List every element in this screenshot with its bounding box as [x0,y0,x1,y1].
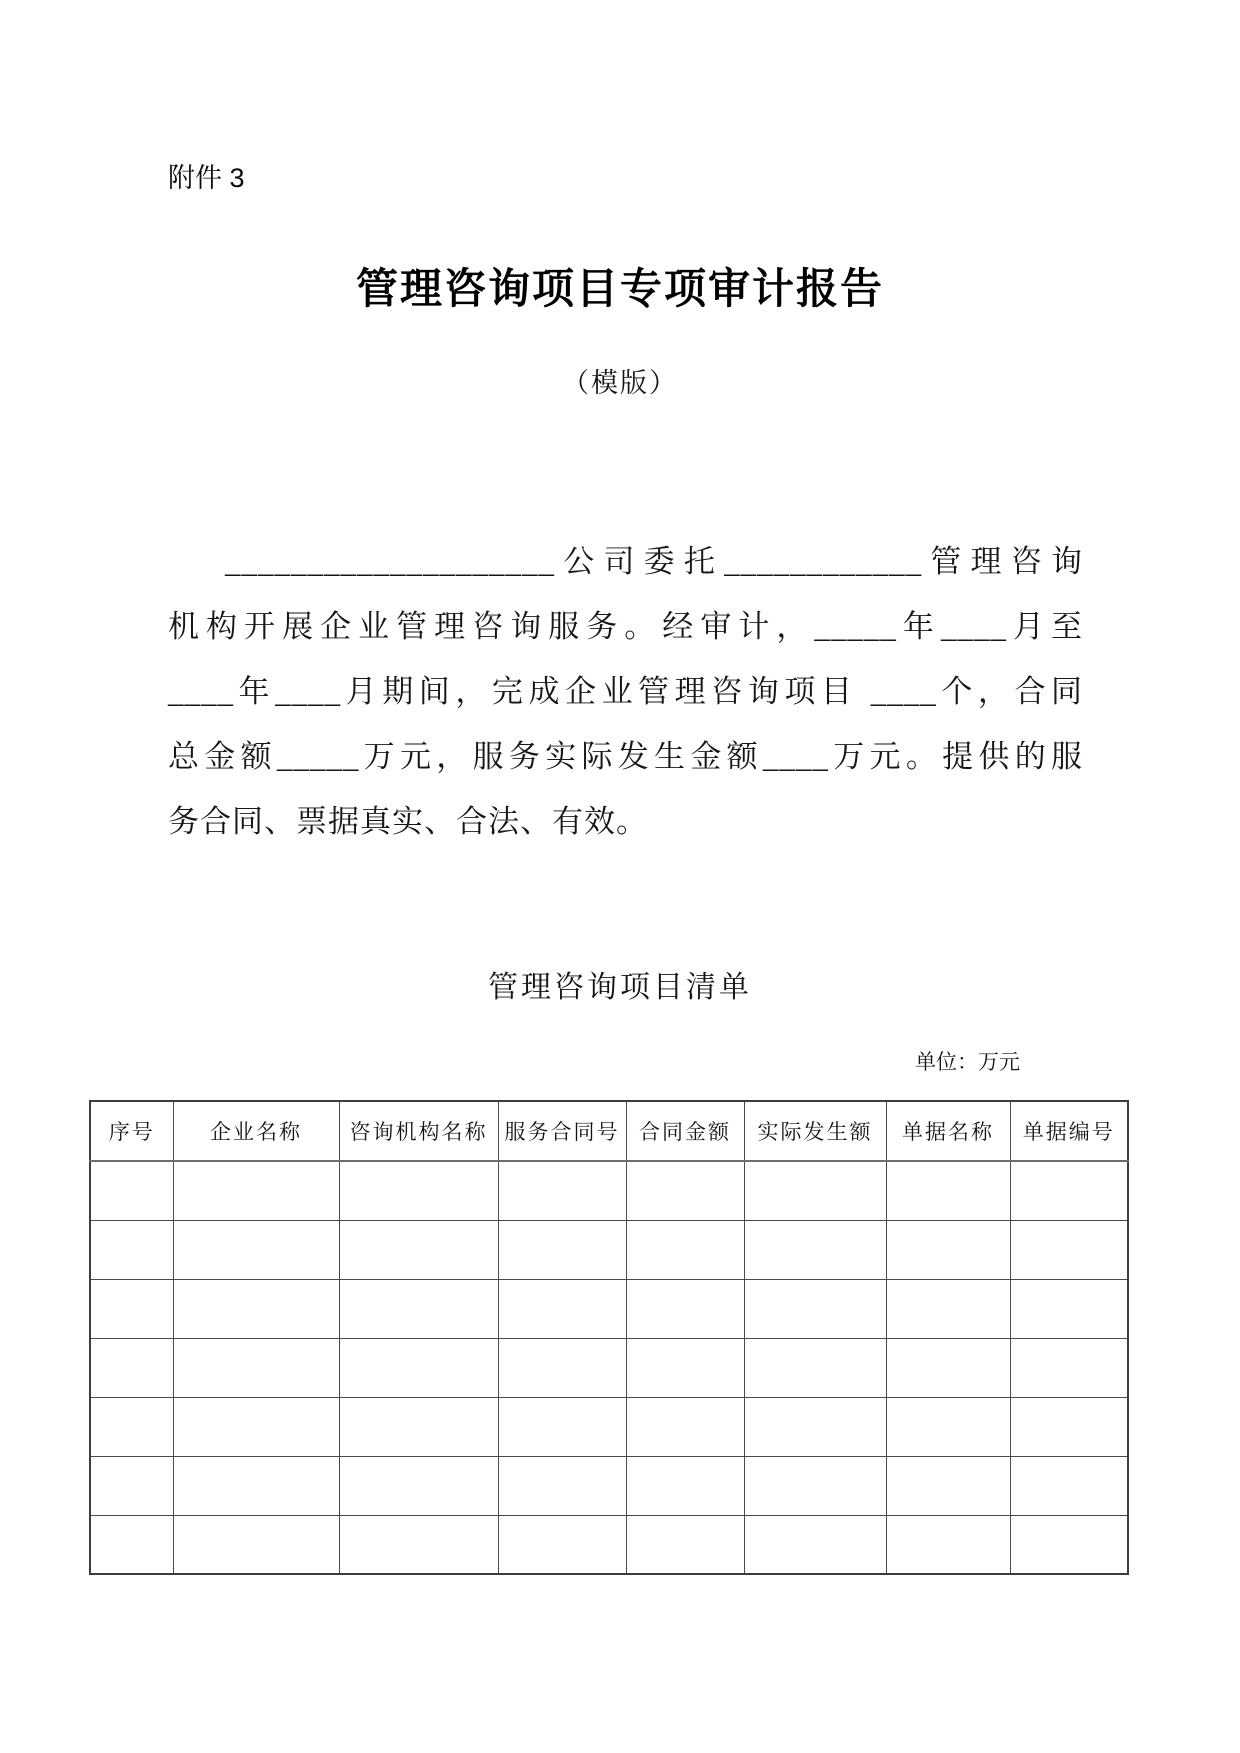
empty-cell [886,1279,1010,1338]
empty-cell [498,1515,626,1574]
empty-cell [1010,1338,1128,1397]
empty-cell [626,1397,744,1456]
column-header-index: 序号 [90,1101,173,1161]
attachment-label: 附件 3 [168,163,245,193]
empty-cell [90,1338,173,1397]
empty-cell [498,1338,626,1397]
empty-cell [498,1456,626,1515]
template-subtitle: （模版） [562,368,678,399]
empty-cell [626,1338,744,1397]
empty-cell [498,1279,626,1338]
column-header-document-name: 单据名称 [886,1101,1010,1161]
table-body [90,1161,1128,1574]
empty-cell [339,1161,498,1220]
empty-cell [626,1161,744,1220]
table-row [90,1397,1128,1456]
column-header-company-name: 企业名称 [173,1101,339,1161]
empty-cell [886,1456,1010,1515]
empty-cell [173,1161,339,1220]
table-row [90,1338,1128,1397]
empty-cell [90,1279,173,1338]
document-title: 管理咨询项目专项审计报告 [355,265,884,312]
empty-cell [173,1338,339,1397]
empty-cell [626,1456,744,1515]
empty-cell [626,1515,744,1574]
empty-cell [1010,1515,1128,1574]
empty-cell [339,1220,498,1279]
empty-cell [1010,1279,1128,1338]
empty-cell [498,1220,626,1279]
project-list-table [89,1100,1129,1575]
paragraph-line-1: ____________________公司委托____________管理咨询 [225,544,1083,580]
table-header-row [90,1101,1128,1161]
empty-cell [339,1515,498,1574]
empty-cell [744,1456,886,1515]
project-list-title: 管理咨询项目清单 [488,971,752,1005]
empty-cell [339,1456,498,1515]
empty-cell [90,1220,173,1279]
empty-cell [1010,1161,1128,1220]
empty-cell [1010,1456,1128,1515]
empty-cell [498,1161,626,1220]
empty-cell [886,1161,1010,1220]
table-row [90,1161,1128,1220]
empty-cell [173,1515,339,1574]
empty-cell [886,1220,1010,1279]
empty-cell [498,1397,626,1456]
empty-cell [744,1279,886,1338]
empty-cell [886,1338,1010,1397]
empty-cell [339,1397,498,1456]
empty-cell [90,1456,173,1515]
paragraph-line-3: ____年____月期间，完成企业管理咨询项目 ____个，合同 [168,674,1083,710]
empty-cell [173,1397,339,1456]
empty-cell [173,1456,339,1515]
table-row [90,1456,1128,1515]
paragraph-line-4: 总金额_____万元，服务实际发生金额____万元。提供的服 [168,739,1083,775]
column-header-actual-amount: 实际发生额 [744,1101,886,1161]
column-header-agency-name: 咨询机构名称 [339,1101,498,1161]
empty-cell [90,1515,173,1574]
table-row [90,1279,1128,1338]
empty-cell [744,1338,886,1397]
empty-cell [173,1220,339,1279]
empty-cell [90,1397,173,1456]
column-header-contract-amount: 合同金额 [626,1101,744,1161]
empty-cell [744,1161,886,1220]
audit-statement-paragraph [168,529,1083,854]
empty-cell [1010,1397,1128,1456]
empty-cell [173,1279,339,1338]
empty-cell [90,1161,173,1220]
empty-cell [744,1515,886,1574]
empty-cell [744,1220,886,1279]
empty-cell [886,1515,1010,1574]
empty-cell [886,1397,1010,1456]
table-row [90,1220,1128,1279]
empty-cell [339,1279,498,1338]
empty-cell [626,1279,744,1338]
table-row [90,1515,1128,1574]
empty-cell [339,1338,498,1397]
paragraph-line-2: 机构开展企业管理咨询服务。经审计，_____年____月至 [168,609,1083,645]
empty-cell [1010,1220,1128,1279]
unit-label: 单位：万元 [915,1050,1020,1075]
column-header-document-number: 单据编号 [1010,1101,1128,1161]
empty-cell [626,1220,744,1279]
paragraph-line-5: 务合同、票据真实、合法、有效。 [168,804,648,840]
column-header-contract-number: 服务合同号 [498,1101,626,1161]
empty-cell [744,1397,886,1456]
